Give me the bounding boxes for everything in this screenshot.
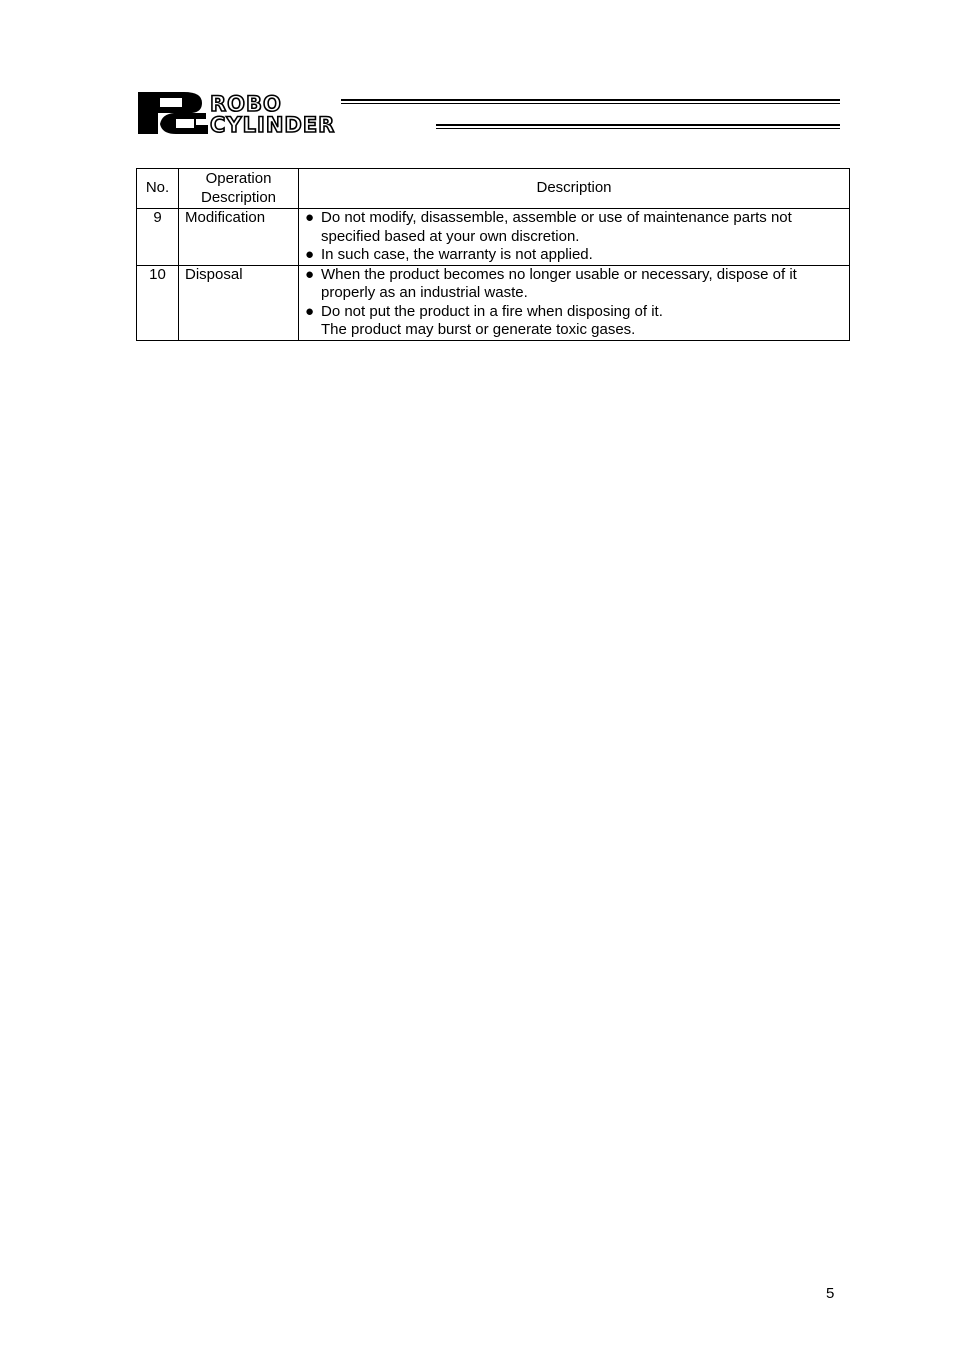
disposal-info-table: [136, 168, 850, 341]
logo-text-robo: ROBO: [210, 92, 282, 116]
rc-mark-icon: [138, 92, 208, 134]
row-description: [299, 209, 850, 266]
bullet-dot-icon: ●: [305, 302, 315, 320]
table-header-row: [137, 169, 850, 209]
row-description: [299, 265, 850, 340]
bullet-text: Do not put the product in a fire when disposing of it.: [321, 302, 663, 320]
bullet-text: When the product becomes no longer usable or necessary, dispose of it properly as an industrial waste.: [321, 265, 797, 301]
page-header: [136, 90, 841, 136]
row-operation: Disposal: [179, 265, 299, 340]
header-rule-top-2: [341, 103, 840, 104]
bullet-list: [305, 266, 843, 340]
bullet-text: Do not modify, disassemble, assemble or use of maintenance parts not specified based at your own discretion.: [321, 209, 792, 245]
bullet-dot-icon: ●: [305, 246, 315, 263]
bullet-item: [305, 303, 843, 340]
row-number: 10: [137, 265, 179, 340]
bullet-item: [305, 246, 843, 265]
bullet-text: In such case, the warranty is not applied.: [321, 246, 593, 263]
table-row: [137, 265, 850, 340]
row-operation: Modification: [179, 209, 299, 266]
header-no: No.: [137, 169, 179, 209]
header-description: Description: [299, 169, 850, 209]
header-operation: Operation Description: [179, 169, 299, 209]
robo-cylinder-logo: [136, 90, 436, 136]
bullet-list: [305, 209, 843, 265]
header-rule-bottom-1: [436, 124, 840, 126]
table-row: [137, 209, 850, 266]
header-rule-top-1: [341, 99, 840, 101]
row-number: 9: [137, 209, 179, 266]
bullet-text: The product may burst or generate toxic gases.: [321, 321, 636, 338]
bullet-dot-icon: ●: [305, 265, 315, 283]
bullet-item: [305, 209, 843, 246]
header-rule-bottom-2: [436, 128, 840, 129]
bullet-dot-icon: ●: [305, 209, 315, 226]
bullet-item: [305, 266, 843, 303]
page-number: 5: [826, 1285, 835, 1302]
logo-text-cylinder: CYLINDER: [210, 113, 336, 136]
